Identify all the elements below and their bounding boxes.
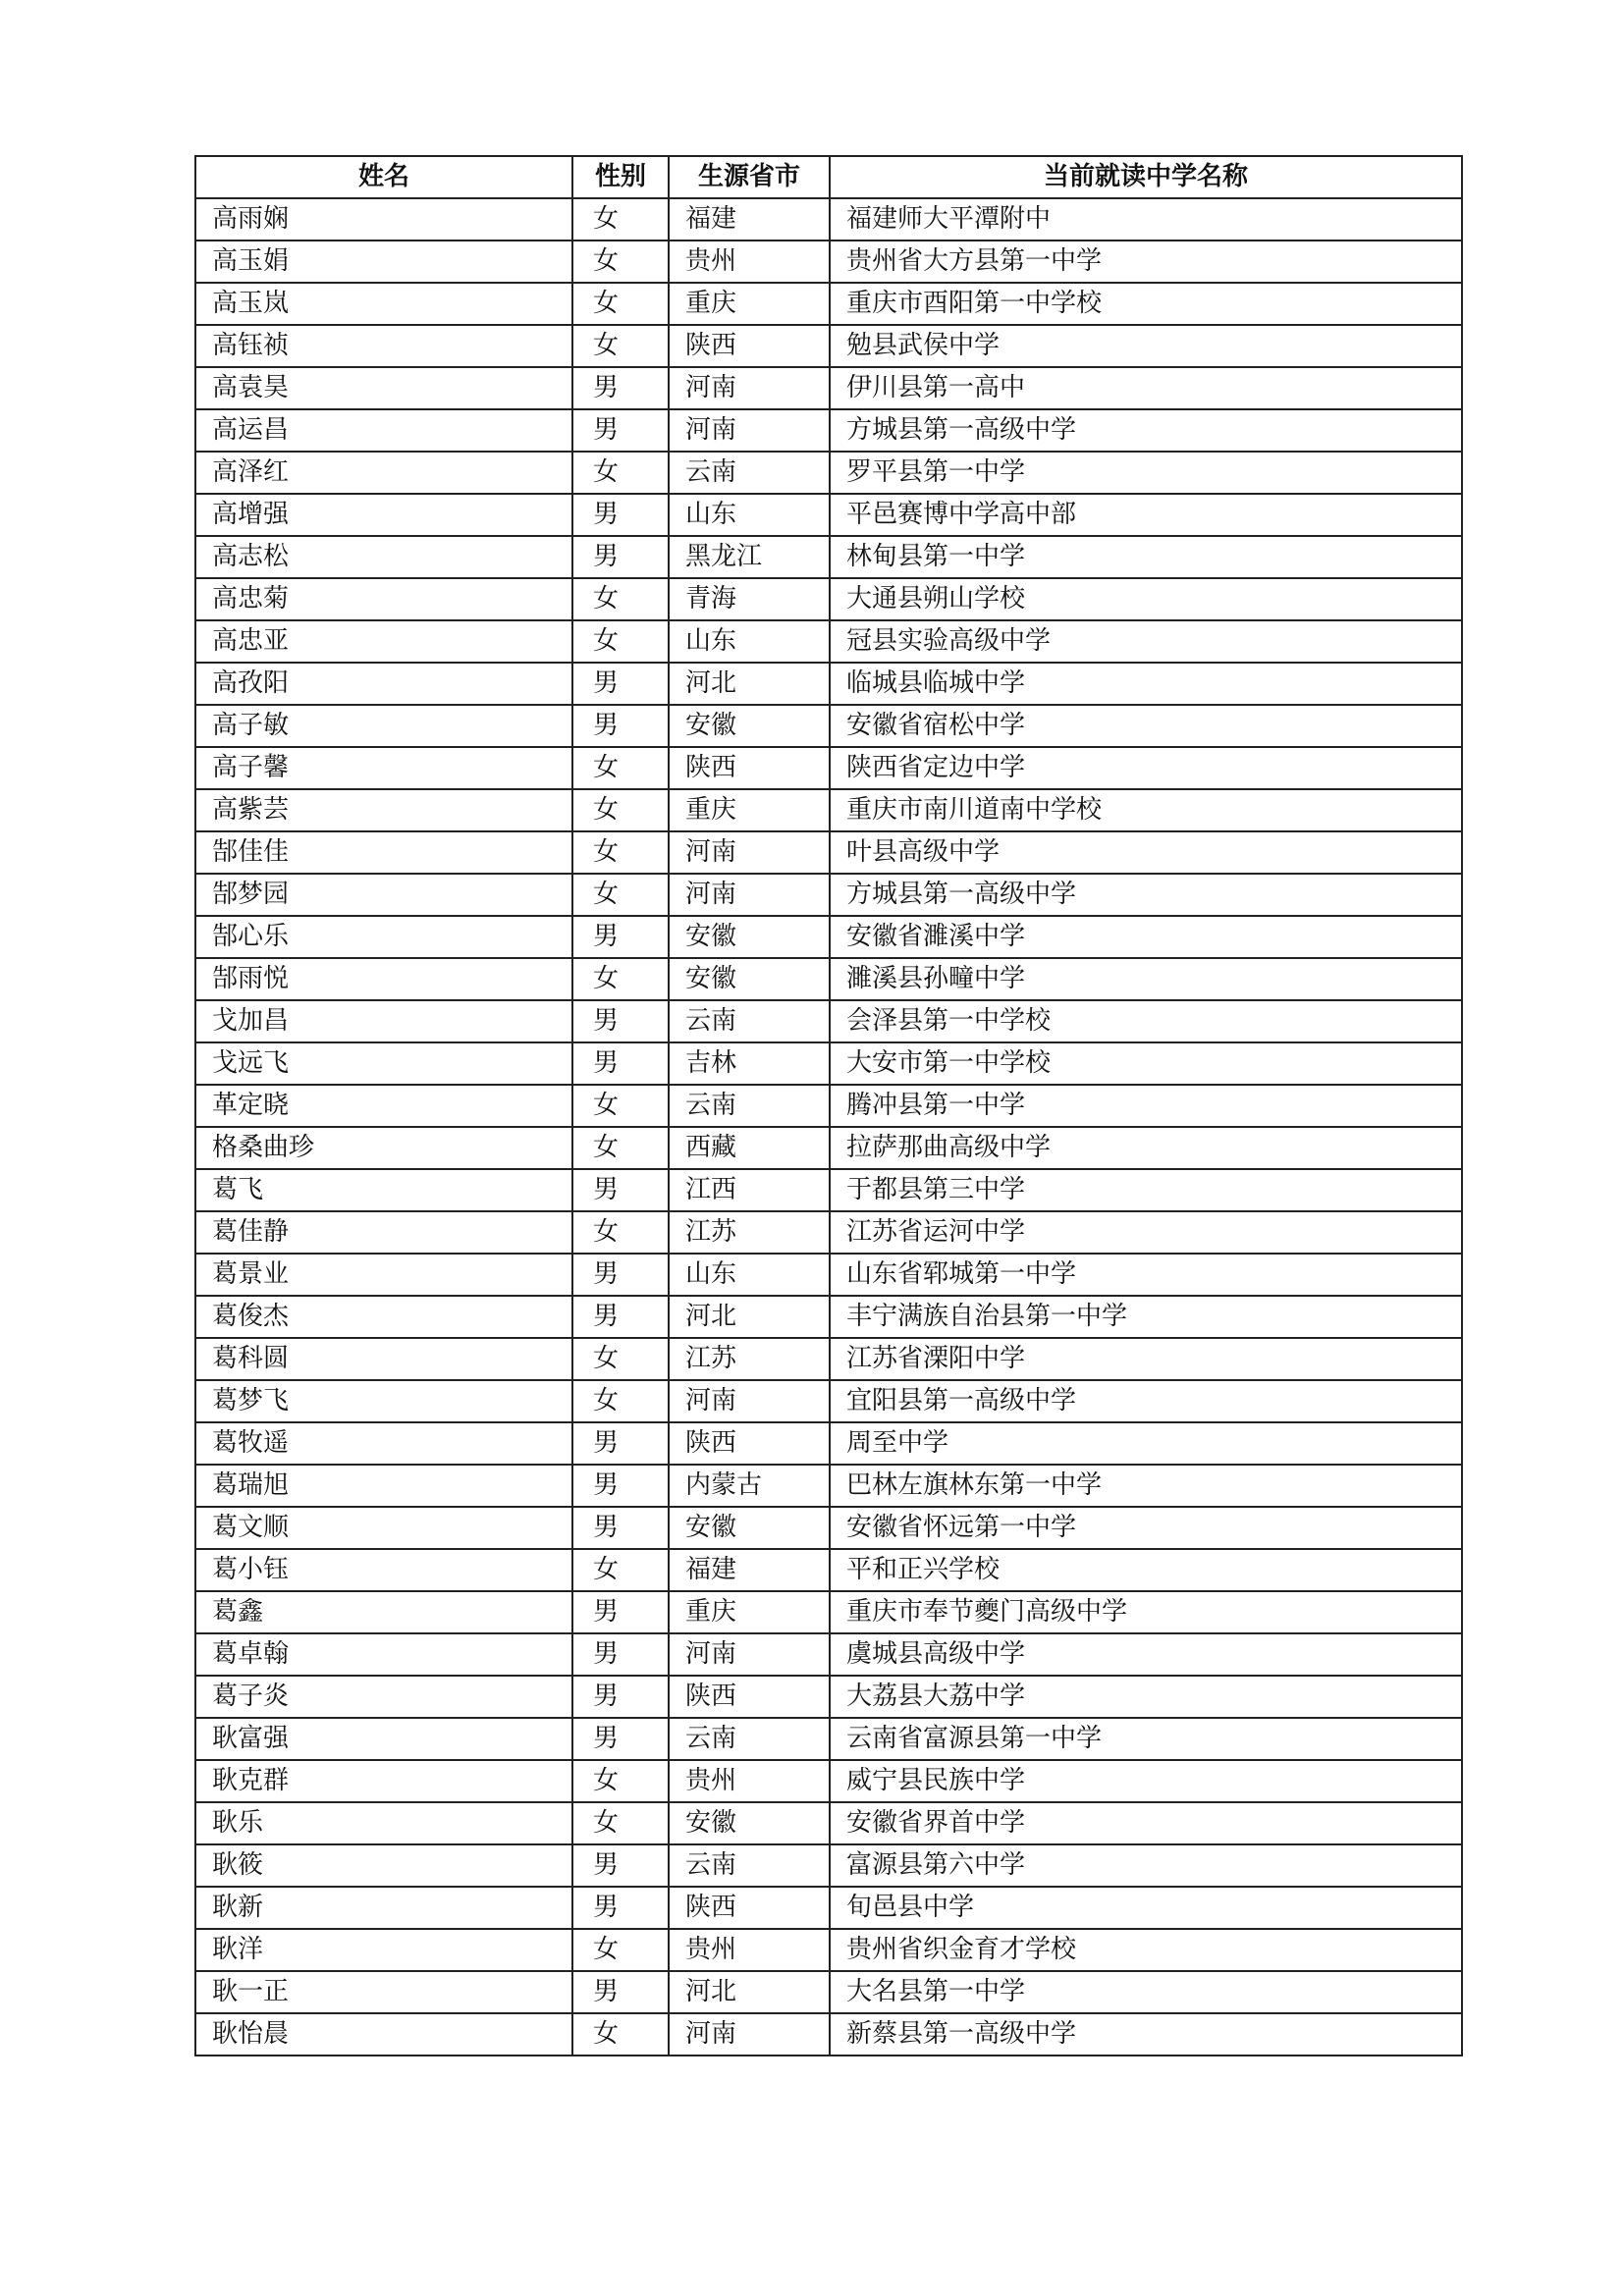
cell-province: 重庆 bbox=[669, 283, 830, 325]
cell-gender: 女 bbox=[572, 874, 669, 916]
cell-name: 耿怡晨 bbox=[195, 2013, 572, 2056]
cell-school: 安徽省界首中学 bbox=[830, 1802, 1462, 1844]
cell-school: 安徽省濉溪中学 bbox=[830, 916, 1462, 958]
table-header-row bbox=[195, 156, 1462, 198]
cell-gender: 男 bbox=[572, 1507, 669, 1549]
table-row bbox=[195, 578, 1462, 620]
cell-school: 罗平县第一中学 bbox=[830, 452, 1462, 494]
cell-province: 云南 bbox=[669, 1718, 830, 1760]
table-row bbox=[195, 240, 1462, 283]
cell-gender: 女 bbox=[572, 620, 669, 663]
cell-gender: 男 bbox=[572, 705, 669, 747]
cell-name: 葛瑞旭 bbox=[195, 1465, 572, 1507]
cell-school: 江苏省运河中学 bbox=[830, 1211, 1462, 1254]
cell-province: 山东 bbox=[669, 494, 830, 536]
cell-gender: 女 bbox=[572, 452, 669, 494]
cell-school: 大通县朔山学校 bbox=[830, 578, 1462, 620]
cell-name: 高运昌 bbox=[195, 409, 572, 452]
table-row bbox=[195, 1127, 1462, 1169]
cell-gender: 男 bbox=[572, 1296, 669, 1338]
table-row bbox=[195, 1380, 1462, 1422]
cell-name: 革定晓 bbox=[195, 1085, 572, 1127]
cell-school: 重庆市奉节夔门高级中学 bbox=[830, 1591, 1462, 1633]
cell-school: 平邑赛博中学高中部 bbox=[830, 494, 1462, 536]
cell-province: 河南 bbox=[669, 409, 830, 452]
cell-gender: 女 bbox=[572, 283, 669, 325]
table-row bbox=[195, 1254, 1462, 1296]
cell-gender: 女 bbox=[572, 1338, 669, 1380]
cell-province: 河南 bbox=[669, 1633, 830, 1676]
cell-school: 丰宁满族自治县第一中学 bbox=[830, 1296, 1462, 1338]
cell-province: 河南 bbox=[669, 367, 830, 409]
cell-gender: 女 bbox=[572, 1085, 669, 1127]
cell-name: 葛卓翰 bbox=[195, 1633, 572, 1676]
cell-gender: 男 bbox=[572, 494, 669, 536]
cell-province: 山东 bbox=[669, 1254, 830, 1296]
cell-gender: 女 bbox=[572, 747, 669, 789]
header-name: 姓名 bbox=[195, 156, 572, 198]
cell-school: 周至中学 bbox=[830, 1422, 1462, 1465]
cell-school: 新蔡县第一高级中学 bbox=[830, 2013, 1462, 2056]
cell-school: 山东省郓城第一中学 bbox=[830, 1254, 1462, 1296]
table-row bbox=[195, 1422, 1462, 1465]
table-row bbox=[195, 1887, 1462, 1929]
table-row bbox=[195, 1971, 1462, 2013]
cell-school: 林甸县第一中学 bbox=[830, 536, 1462, 578]
table-row bbox=[195, 874, 1462, 916]
table-row bbox=[195, 1676, 1462, 1718]
cell-school: 安徽省怀远第一中学 bbox=[830, 1507, 1462, 1549]
cell-school: 方城县第一高级中学 bbox=[830, 409, 1462, 452]
table-row bbox=[195, 283, 1462, 325]
cell-gender: 女 bbox=[572, 325, 669, 367]
table-row bbox=[195, 1591, 1462, 1633]
cell-school: 叶县高级中学 bbox=[830, 831, 1462, 874]
cell-gender: 女 bbox=[572, 789, 669, 831]
cell-gender: 男 bbox=[572, 1844, 669, 1887]
cell-province: 安徽 bbox=[669, 1507, 830, 1549]
cell-name: 耿乐 bbox=[195, 1802, 572, 1844]
cell-school: 临城县临城中学 bbox=[830, 663, 1462, 705]
cell-gender: 男 bbox=[572, 1887, 669, 1929]
cell-gender: 男 bbox=[572, 1465, 669, 1507]
cell-name: 高增强 bbox=[195, 494, 572, 536]
table-row bbox=[195, 198, 1462, 240]
cell-school: 江苏省溧阳中学 bbox=[830, 1338, 1462, 1380]
cell-name: 葛鑫 bbox=[195, 1591, 572, 1633]
cell-name: 耿新 bbox=[195, 1887, 572, 1929]
cell-province: 山东 bbox=[669, 620, 830, 663]
cell-gender: 男 bbox=[572, 1422, 669, 1465]
header-school: 当前就读中学名称 bbox=[830, 156, 1462, 198]
table-row bbox=[195, 916, 1462, 958]
table-row bbox=[195, 789, 1462, 831]
cell-province: 西藏 bbox=[669, 1127, 830, 1169]
cell-name: 高玉娟 bbox=[195, 240, 572, 283]
cell-province: 河南 bbox=[669, 874, 830, 916]
cell-province: 福建 bbox=[669, 198, 830, 240]
cell-gender: 女 bbox=[572, 578, 669, 620]
cell-school: 方城县第一高级中学 bbox=[830, 874, 1462, 916]
cell-province: 河南 bbox=[669, 831, 830, 874]
cell-name: 耿洋 bbox=[195, 1929, 572, 1971]
cell-province: 云南 bbox=[669, 1000, 830, 1042]
table-row bbox=[195, 1549, 1462, 1591]
cell-school: 重庆市南川道南中学校 bbox=[830, 789, 1462, 831]
cell-school: 伊川县第一高中 bbox=[830, 367, 1462, 409]
cell-province: 安徽 bbox=[669, 705, 830, 747]
cell-province: 云南 bbox=[669, 1085, 830, 1127]
cell-gender: 女 bbox=[572, 1802, 669, 1844]
table-row bbox=[195, 1338, 1462, 1380]
cell-name: 葛飞 bbox=[195, 1169, 572, 1211]
cell-school: 濉溪县孙疃中学 bbox=[830, 958, 1462, 1000]
cell-school: 大名县第一中学 bbox=[830, 1971, 1462, 2013]
table-row bbox=[195, 367, 1462, 409]
cell-name: 高袁昊 bbox=[195, 367, 572, 409]
cell-school: 富源县第六中学 bbox=[830, 1844, 1462, 1887]
cell-province: 河北 bbox=[669, 1971, 830, 2013]
table-row bbox=[195, 452, 1462, 494]
cell-gender: 男 bbox=[572, 1718, 669, 1760]
cell-gender: 女 bbox=[572, 831, 669, 874]
cell-school: 平和正兴学校 bbox=[830, 1549, 1462, 1591]
table-row bbox=[195, 1465, 1462, 1507]
table-row bbox=[195, 620, 1462, 663]
cell-province: 福建 bbox=[669, 1549, 830, 1591]
cell-name: 郜梦园 bbox=[195, 874, 572, 916]
cell-province: 黑龙江 bbox=[669, 536, 830, 578]
cell-name: 葛子炎 bbox=[195, 1676, 572, 1718]
cell-name: 耿一正 bbox=[195, 1971, 572, 2013]
cell-province: 贵州 bbox=[669, 1760, 830, 1802]
cell-school: 巴林左旗林东第一中学 bbox=[830, 1465, 1462, 1507]
cell-name: 高子敏 bbox=[195, 705, 572, 747]
cell-province: 贵州 bbox=[669, 1929, 830, 1971]
table-row bbox=[195, 663, 1462, 705]
table-row bbox=[195, 325, 1462, 367]
cell-school: 勉县武侯中学 bbox=[830, 325, 1462, 367]
cell-gender: 男 bbox=[572, 916, 669, 958]
cell-name: 高紫芸 bbox=[195, 789, 572, 831]
cell-province: 陕西 bbox=[669, 1676, 830, 1718]
cell-province: 内蒙古 bbox=[669, 1465, 830, 1507]
cell-school: 冠县实验高级中学 bbox=[830, 620, 1462, 663]
cell-province: 陕西 bbox=[669, 325, 830, 367]
header-province: 生源省市 bbox=[669, 156, 830, 198]
table-row bbox=[195, 1085, 1462, 1127]
cell-province: 陕西 bbox=[669, 747, 830, 789]
cell-province: 重庆 bbox=[669, 1591, 830, 1633]
cell-gender: 男 bbox=[572, 367, 669, 409]
cell-school: 大安市第一中学校 bbox=[830, 1042, 1462, 1085]
cell-name: 耿筱 bbox=[195, 1844, 572, 1887]
table-row bbox=[195, 1844, 1462, 1887]
cell-gender: 女 bbox=[572, 1211, 669, 1254]
cell-school: 会泽县第一中学校 bbox=[830, 1000, 1462, 1042]
cell-school: 贵州省大方县第一中学 bbox=[830, 240, 1462, 283]
cell-gender: 男 bbox=[572, 663, 669, 705]
table-row bbox=[195, 747, 1462, 789]
cell-gender: 男 bbox=[572, 1676, 669, 1718]
cell-school: 腾冲县第一中学 bbox=[830, 1085, 1462, 1127]
table-row bbox=[195, 958, 1462, 1000]
cell-gender: 男 bbox=[572, 1591, 669, 1633]
student-roster-table bbox=[194, 155, 1463, 2056]
cell-name: 葛俊杰 bbox=[195, 1296, 572, 1338]
cell-name: 戈加昌 bbox=[195, 1000, 572, 1042]
cell-school: 威宁县民族中学 bbox=[830, 1760, 1462, 1802]
cell-gender: 女 bbox=[572, 958, 669, 1000]
cell-school: 虞城县高级中学 bbox=[830, 1633, 1462, 1676]
cell-school: 陕西省定边中学 bbox=[830, 747, 1462, 789]
table-row bbox=[195, 1169, 1462, 1211]
cell-name: 郜心乐 bbox=[195, 916, 572, 958]
cell-name: 高忠菊 bbox=[195, 578, 572, 620]
cell-name: 葛科圆 bbox=[195, 1338, 572, 1380]
cell-province: 贵州 bbox=[669, 240, 830, 283]
cell-province: 河南 bbox=[669, 2013, 830, 2056]
table-row bbox=[195, 1211, 1462, 1254]
cell-province: 青海 bbox=[669, 578, 830, 620]
cell-name: 高子馨 bbox=[195, 747, 572, 789]
cell-name: 高孜阳 bbox=[195, 663, 572, 705]
table-row bbox=[195, 1042, 1462, 1085]
cell-name: 耿克群 bbox=[195, 1760, 572, 1802]
cell-school: 贵州省织金育才学校 bbox=[830, 1929, 1462, 1971]
cell-name: 郜雨悦 bbox=[195, 958, 572, 1000]
cell-province: 安徽 bbox=[669, 916, 830, 958]
table-row bbox=[195, 1296, 1462, 1338]
table-row bbox=[195, 409, 1462, 452]
cell-gender: 男 bbox=[572, 409, 669, 452]
cell-school: 安徽省宿松中学 bbox=[830, 705, 1462, 747]
cell-school: 大荔县大荔中学 bbox=[830, 1676, 1462, 1718]
cell-school: 旬邑县中学 bbox=[830, 1887, 1462, 1929]
cell-name: 葛佳静 bbox=[195, 1211, 572, 1254]
cell-gender: 男 bbox=[572, 1254, 669, 1296]
cell-gender: 女 bbox=[572, 1929, 669, 1971]
table-row bbox=[195, 1000, 1462, 1042]
cell-province: 河北 bbox=[669, 1296, 830, 1338]
cell-province: 吉林 bbox=[669, 1042, 830, 1085]
table-row bbox=[195, 1802, 1462, 1844]
table-row bbox=[195, 1718, 1462, 1760]
table-row bbox=[195, 536, 1462, 578]
cell-province: 云南 bbox=[669, 1844, 830, 1887]
cell-name: 耿富强 bbox=[195, 1718, 572, 1760]
cell-province: 江苏 bbox=[669, 1211, 830, 1254]
cell-province: 河北 bbox=[669, 663, 830, 705]
cell-name: 格桑曲珍 bbox=[195, 1127, 572, 1169]
cell-gender: 女 bbox=[572, 198, 669, 240]
cell-school: 云南省富源县第一中学 bbox=[830, 1718, 1462, 1760]
cell-name: 葛梦飞 bbox=[195, 1380, 572, 1422]
cell-school: 福建师大平潭附中 bbox=[830, 198, 1462, 240]
cell-name: 葛景业 bbox=[195, 1254, 572, 1296]
cell-name: 高钰祯 bbox=[195, 325, 572, 367]
cell-school: 于都县第三中学 bbox=[830, 1169, 1462, 1211]
cell-gender: 女 bbox=[572, 1380, 669, 1422]
table-row bbox=[195, 1507, 1462, 1549]
cell-gender: 女 bbox=[572, 240, 669, 283]
cell-province: 云南 bbox=[669, 452, 830, 494]
cell-province: 江西 bbox=[669, 1169, 830, 1211]
cell-province: 安徽 bbox=[669, 958, 830, 1000]
cell-gender: 女 bbox=[572, 2013, 669, 2056]
cell-name: 高雨娴 bbox=[195, 198, 572, 240]
cell-gender: 女 bbox=[572, 1127, 669, 1169]
cell-province: 陕西 bbox=[669, 1422, 830, 1465]
cell-gender: 男 bbox=[572, 1000, 669, 1042]
cell-name: 郜佳佳 bbox=[195, 831, 572, 874]
cell-name: 高忠亚 bbox=[195, 620, 572, 663]
cell-name: 高玉岚 bbox=[195, 283, 572, 325]
table-row bbox=[195, 831, 1462, 874]
cell-province: 河南 bbox=[669, 1380, 830, 1422]
table-row bbox=[195, 494, 1462, 536]
cell-gender: 男 bbox=[572, 1042, 669, 1085]
cell-school: 拉萨那曲高级中学 bbox=[830, 1127, 1462, 1169]
cell-gender: 女 bbox=[572, 1760, 669, 1802]
header-gender: 性别 bbox=[572, 156, 669, 198]
cell-gender: 男 bbox=[572, 1971, 669, 2013]
table-row bbox=[195, 2013, 1462, 2056]
table-row bbox=[195, 705, 1462, 747]
cell-school: 宜阳县第一高级中学 bbox=[830, 1380, 1462, 1422]
cell-name: 戈远飞 bbox=[195, 1042, 572, 1085]
cell-province: 陕西 bbox=[669, 1887, 830, 1929]
cell-province: 重庆 bbox=[669, 789, 830, 831]
cell-gender: 女 bbox=[572, 1549, 669, 1591]
table-body bbox=[195, 198, 1462, 2056]
cell-name: 葛小钰 bbox=[195, 1549, 572, 1591]
cell-gender: 男 bbox=[572, 1169, 669, 1211]
table-row bbox=[195, 1929, 1462, 1971]
table-row bbox=[195, 1760, 1462, 1802]
cell-name: 葛文顺 bbox=[195, 1507, 572, 1549]
table-row bbox=[195, 1633, 1462, 1676]
cell-gender: 男 bbox=[572, 536, 669, 578]
cell-province: 江苏 bbox=[669, 1338, 830, 1380]
cell-school: 重庆市酉阳第一中学校 bbox=[830, 283, 1462, 325]
cell-name: 高志松 bbox=[195, 536, 572, 578]
cell-gender: 男 bbox=[572, 1633, 669, 1676]
cell-name: 高泽红 bbox=[195, 452, 572, 494]
cell-name: 葛牧遥 bbox=[195, 1422, 572, 1465]
cell-province: 安徽 bbox=[669, 1802, 830, 1844]
